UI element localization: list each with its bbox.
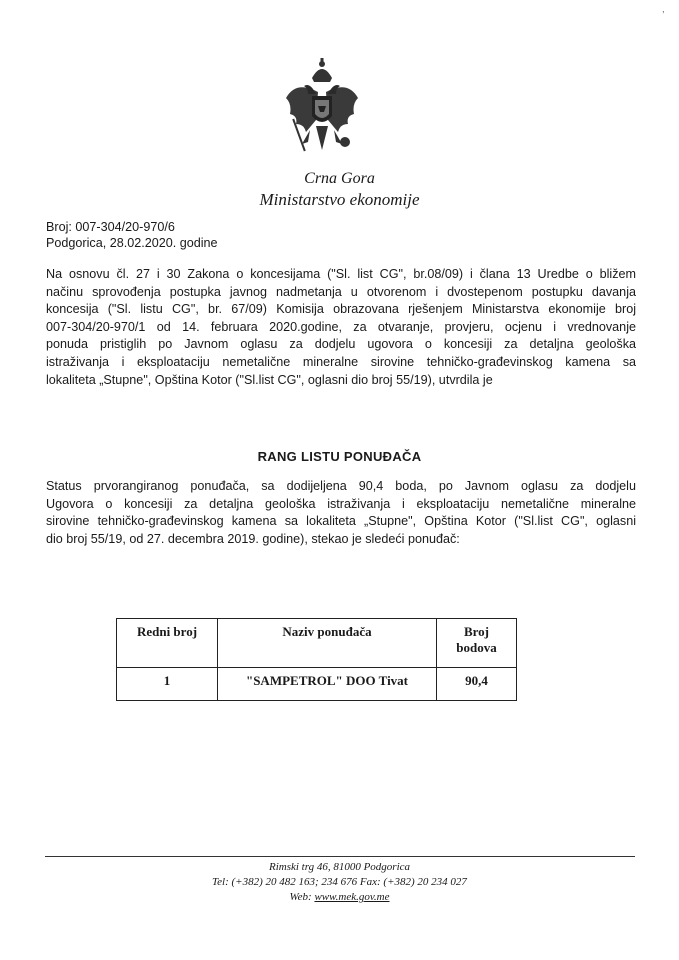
status-line: Ugovora o koncesiji za detaljna geološka istraživanja i eksploataciju nemetalične mineralne: [46, 496, 636, 511]
document-date: Podgorica, 28.02.2020. godine: [46, 236, 218, 250]
cell-bidder-name: "SAMPETROL" DOO Tivat: [218, 668, 437, 701]
table-header-row: [117, 619, 517, 668]
scan-mark: ,: [662, 4, 665, 14]
header-points: [437, 619, 517, 668]
cell-points: 90,4: [437, 668, 517, 701]
footer-address: Rimski trg 46, 81000 Podgorica: [268, 861, 411, 873]
intro-line: lokaliteta „Stupne", Opština Kotor ("Sl.list CG", oglasni dio broj 55/19), utvrdila je: [46, 372, 493, 387]
section-heading: RANG LISTU PONUĐAČA: [257, 449, 422, 464]
cell-rank: 1: [117, 668, 218, 701]
header-rank: Redni broj: [117, 619, 218, 668]
status-line: Status prvorangiranog ponuđača, sa dodijeljena 90,4 boda, po Javnom oglasu za dodjelu: [46, 479, 636, 493]
coat-of-arms-emblem: [282, 58, 362, 162]
footer-web-link[interactable]: www.mek.gov.me: [314, 891, 390, 903]
intro-line: koncesija ("Sl. listu CG", br. 67/09) Komisija obrazovana rješenjem Ministarstva ekonomije broj: [46, 302, 636, 317]
status-paragraph: [46, 478, 636, 548]
ranking-table: [116, 618, 517, 701]
intro-line: ponuda pristiglih po Javnom oglasu za dodjelu ugovora o koncesiji za detaljna geološka: [46, 337, 636, 352]
intro-line: 007-304/20-970/1 od 14. februara 2020.godine, za otvaranje, provjeru, ocjenu i vrednovanje: [46, 319, 636, 334]
header-country: Crna Gora: [304, 170, 375, 187]
intro-line: načinu sprovođenja postupka javnog nadmetanja u otvorenom i dvostepenom postupku davanja: [46, 284, 636, 299]
header-ministry: Ministarstvo ekonomije: [259, 190, 420, 209]
table-row: [117, 668, 517, 701]
footer-web-label: Web:: [289, 891, 312, 903]
footer-divider: [45, 856, 635, 857]
intro-line: istraživanja i eksploataciju nemetalične mineralne sirovine tehničko-građevinskog kamena sa: [46, 354, 636, 369]
status-line: sirovine tehničko-građevinskog kamena sa lokaliteta „Stupne", Opština Kotor ("Sl.list CG", oglasni: [46, 514, 636, 529]
header-bidder-name: Naziv ponuđača: [218, 619, 437, 668]
header-points-line1: Broj: [463, 624, 490, 639]
header-points-line2: bodova: [456, 640, 497, 655]
footer-web: [0, 891, 679, 903]
document-number: Broj: 007-304/20-970/6: [46, 220, 175, 234]
intro-paragraph: [46, 266, 636, 389]
status-line: dio broj 55/19, od 27. decembra 2019. godine), stekao je sledeći ponuđač:: [46, 531, 460, 546]
intro-line: Na osnovu čl. 27 i 30 Zakona o koncesijama ("Sl. list CG", br.08/09) i člana 13 Uredbe o bližem: [46, 267, 636, 281]
footer-phone: Tel: (+382) 20 482 163; 234 676 Fax: (+382) 20 234 027: [212, 876, 467, 888]
